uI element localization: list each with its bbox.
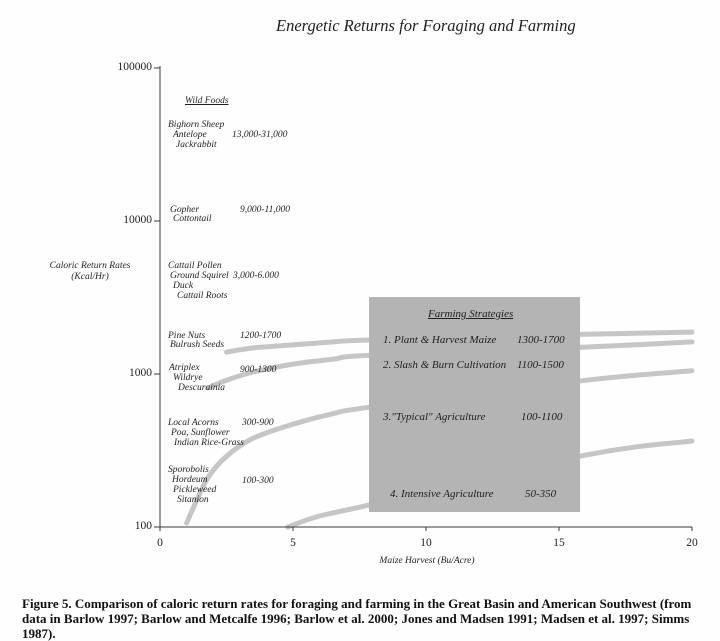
farming-strategy-range: 100-1100 xyxy=(521,411,563,423)
caption-line: Figure 5. Comparison of caloric return rates for foraging and farming in the Great Basin and American Southwest (from xyxy=(22,596,692,611)
wild-food-range: 9,000-11,000 xyxy=(240,205,290,215)
wild-food-item: Ground Squirel xyxy=(170,271,229,281)
y-tick-label: 100000 xyxy=(117,61,152,73)
wild-food-item: Sitanion xyxy=(177,495,209,505)
farming-strategies-heading: Farming Strategies xyxy=(428,308,514,320)
wild-food-item: Pine Nuts xyxy=(168,331,206,341)
y-axis-label: Caloric Return Rates xyxy=(49,261,131,271)
y-tick-label: 10000 xyxy=(123,214,152,226)
wild-food-item: Cattail Roots xyxy=(177,291,228,301)
x-tick-label: 0 xyxy=(157,537,163,549)
wild-food-item: Wildrye xyxy=(173,373,203,383)
wild-food-item: Gopher xyxy=(170,205,200,215)
wild-food-item: Antelope xyxy=(173,130,207,140)
wild-food-range: 3,000-6.000 xyxy=(233,271,279,281)
farming-strategy-label: 4. Intensive Agriculture xyxy=(390,488,494,500)
y-tick-label: 1000 xyxy=(129,367,152,379)
caption-line: 1987). xyxy=(22,626,56,641)
farming-strategy-label: 2. Slash & Burn Cultivation xyxy=(383,359,507,371)
farming-strategy-label: 3."Typical" Agriculture xyxy=(383,411,486,423)
wild-food-item: Cottontail xyxy=(173,214,212,224)
y-axis-units: (Kcal/Hr) xyxy=(71,272,109,282)
farming-strategy-range: 50-350 xyxy=(525,488,557,500)
wild-food-item: Duck xyxy=(173,281,194,291)
chart-title: Energetic Returns for Foraging and Farming xyxy=(276,16,576,35)
x-tick-label: 15 xyxy=(553,537,565,549)
farming-strategy-range: 1300-1700 xyxy=(517,334,565,346)
wild-foods-heading: Wild Foods xyxy=(185,96,229,106)
wild-food-item: Cattail Pollen xyxy=(168,261,222,271)
farming-strategy-range: 1100-1500 xyxy=(517,359,564,371)
wild-food-item: Bighorn Sheep xyxy=(168,120,225,130)
wild-food-range: 13,000-31,000 xyxy=(232,130,288,140)
wild-food-item: Descurainia xyxy=(178,383,225,393)
wild-food-item: Sporobolis xyxy=(168,465,209,475)
wild-food-item: Atriplex xyxy=(169,363,200,373)
wild-food-item: Poa, Sunflower xyxy=(171,428,230,438)
x-axis-label: Maize Harvest (Bu/Acre) xyxy=(379,556,475,566)
wild-food-item: Bulrush Seeds xyxy=(170,340,225,350)
wild-food-item: Jackrabbit xyxy=(176,140,217,150)
wild-food-range: 1200-1700 xyxy=(240,331,282,341)
wild-food-item: Indian Rice-Grass xyxy=(174,438,244,448)
figure-caption xyxy=(22,596,691,641)
caption-line: data in Barlow 1997; Barlow and Metcalfe 1996; Barlow et al. 2000; Jones and Madsen 1991; Madsen et al. 1997; Simms xyxy=(22,611,690,626)
x-tick-label: 5 xyxy=(290,537,296,549)
wild-food-item: Pickleweed xyxy=(173,485,217,495)
wild-food-item: Local Acorns xyxy=(168,418,219,428)
y-tick-label: 100 xyxy=(134,520,152,532)
wild-food-range: 300-900 xyxy=(242,418,274,428)
x-tick-label: 10 xyxy=(420,537,432,549)
wild-food-range: 100-300 xyxy=(242,476,274,486)
farming-strategy-label: 1. Plant & Harvest Maize xyxy=(383,334,497,346)
x-tick-label: 20 xyxy=(686,537,698,549)
farming-strategies-box xyxy=(369,297,580,512)
wild-food-item: Hordeum xyxy=(172,475,208,485)
wild-food-range: 900-1300 xyxy=(240,365,277,375)
